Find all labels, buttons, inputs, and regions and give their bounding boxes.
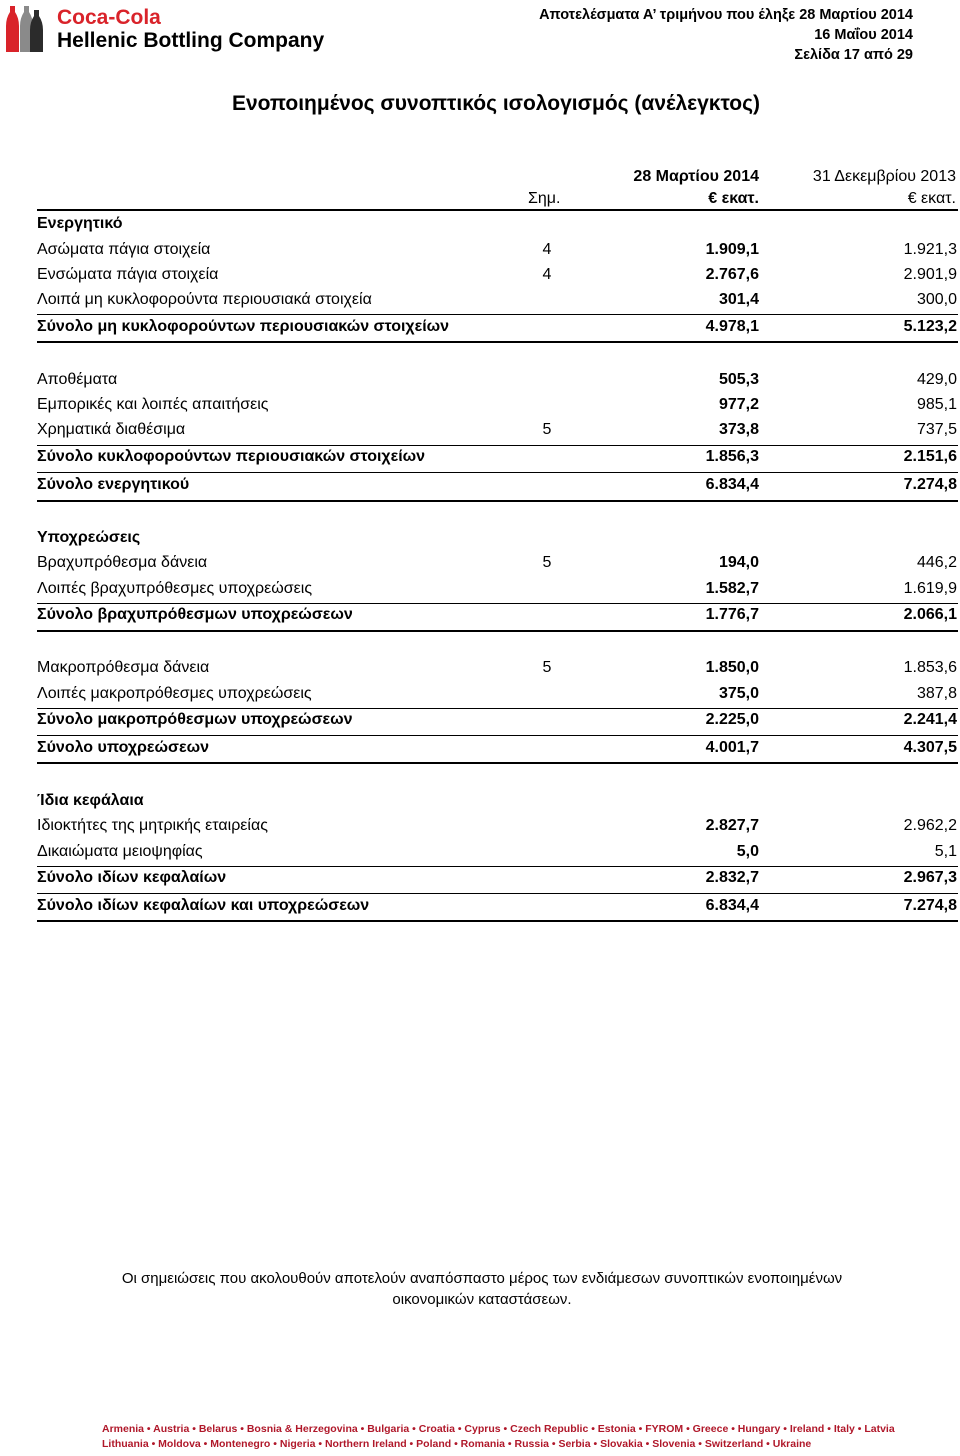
row-note: 5	[542, 421, 552, 438]
table-row-total	[37, 318, 957, 342]
subtotal-rule	[37, 603, 958, 604]
brand-name: Coca-Cola	[57, 6, 161, 29]
total-rule	[37, 630, 958, 632]
row-current-value: 2.225,0	[705, 711, 759, 728]
row-label: Σύνολο υποχρεώσεων	[37, 739, 209, 756]
section-heading-liabilities	[37, 529, 957, 553]
row-label: Αποθέματα	[37, 371, 118, 388]
row-current-value: 4.978,1	[705, 318, 759, 335]
page-title: Ενοποιημένος συνοπτικός ισολογισμός (ανέλεγκτος)	[231, 92, 761, 115]
row-note: 4	[542, 266, 552, 283]
header-rule	[37, 209, 958, 211]
row-prior-value: 387,8	[916, 685, 957, 702]
countries-line-2: Lithuania • Moldova • Montenegro • Nigeria • Northern Ireland • Poland • Romania • Russia • Serbia • Slovakia • Slovenia • Switzerland • Ukraine	[102, 1438, 812, 1450]
row-prior-value: 429,0	[916, 371, 957, 388]
row-current-value: 301,4	[718, 291, 759, 308]
prior-date-header: 31 Δεκεμβρίου 2013	[812, 168, 956, 185]
table-row	[37, 843, 957, 867]
row-current-value: 373,8	[718, 421, 759, 438]
table-row	[37, 241, 957, 265]
row-label: Σύνολο ιδίων κεφαλαίων	[37, 869, 227, 886]
table-row	[37, 817, 957, 841]
row-label: Σύνολο μακροπρόθεσμων υποχρεώσεων	[37, 711, 353, 728]
row-label: Σύνολο μη κυκλοφορούντων περιουσιακών στοιχείων	[37, 318, 450, 335]
row-label: Λοιπές βραχυπρόθεσμες υποχρεώσεις	[37, 580, 313, 597]
row-note: 5	[542, 554, 552, 571]
subtotal-rule	[37, 866, 958, 867]
table-row	[37, 291, 957, 315]
table-row-total	[37, 606, 957, 630]
table-row	[37, 659, 957, 683]
row-label: Σύνολο βραχυπρόθεσμων υποχρεώσεων	[37, 606, 353, 623]
total-rule	[37, 920, 958, 922]
table-row-total	[37, 711, 957, 735]
row-current-value: 375,0	[718, 685, 759, 702]
table-row-total	[37, 448, 957, 472]
section-heading-equity	[37, 792, 957, 816]
current-date-header: 28 Μαρτίου 2014	[633, 168, 759, 185]
brand-subtitle: Hellenic Bottling Company	[57, 29, 325, 52]
row-current-value: 1.850,0	[705, 659, 759, 676]
row-prior-value: 2.066,1	[903, 606, 957, 623]
row-prior-value: 2.241,4	[903, 711, 957, 728]
row-current-value: 5,0	[736, 843, 759, 860]
table-row-total	[37, 869, 957, 893]
row-label: Ιδιοκτήτες της μητρικής εταιρείας	[37, 817, 268, 834]
row-current-value: 1.909,1	[705, 241, 759, 258]
subtotal-rule	[37, 735, 958, 736]
row-prior-value: 446,2	[916, 554, 957, 571]
table-row	[37, 421, 957, 445]
row-prior-value: 2.901,9	[903, 266, 957, 283]
table-row	[37, 685, 957, 709]
row-label: Σύνολο ιδίων κεφαλαίων και υποχρεώσεων	[37, 897, 370, 914]
table-row	[37, 580, 957, 604]
row-prior-value: 4.307,5	[903, 739, 957, 756]
row-current-value: 1.776,7	[705, 606, 759, 623]
row-prior-value: 1.921,3	[903, 241, 957, 258]
row-current-value: 977,2	[718, 396, 759, 413]
footnote	[0, 1268, 960, 1310]
row-label: Ασώματα πάγια στοιχεία	[37, 241, 211, 258]
total-rule	[37, 762, 958, 764]
total-rule	[37, 341, 958, 343]
row-current-value: 6.834,4	[705, 476, 759, 493]
report-date: 16 Μαΐου 2014	[814, 27, 913, 43]
row-label: Σύνολο ενεργητικού	[37, 476, 190, 493]
current-unit-header: € εκατ.	[708, 190, 759, 207]
row-current-value: 2.767,6	[705, 266, 759, 283]
table-row	[37, 396, 957, 420]
row-current-value: 1.582,7	[705, 580, 759, 597]
row-current-value: 194,0	[718, 554, 759, 571]
row-prior-value: 1.853,6	[903, 659, 957, 676]
countries-footer	[102, 1422, 942, 1452]
row-prior-value: 5,1	[934, 843, 957, 860]
row-current-value: 1.856,3	[705, 448, 759, 465]
row-current-value: 2.827,7	[705, 817, 759, 834]
row-prior-value: 7.274,8	[903, 476, 957, 493]
row-current-value: 4.001,7	[705, 739, 759, 756]
row-prior-value: 1.619,9	[903, 580, 957, 597]
row-current-value: 505,3	[718, 371, 759, 388]
row-label: Εμπορικές και λοιπές απαιτήσεις	[37, 396, 269, 413]
row-label: Ενσώματα πάγια στοιχεία	[37, 266, 219, 283]
row-current-value: 6.834,4	[705, 897, 759, 914]
table-row	[37, 371, 957, 395]
row-prior-value: 5.123,2	[903, 318, 957, 335]
row-prior-value: 300,0	[916, 291, 957, 308]
row-label: Βραχυπρόθεσμα δάνεια	[37, 554, 208, 571]
row-prior-value: 7.274,8	[903, 897, 957, 914]
section-heading-assets	[37, 215, 957, 239]
subtotal-rule	[37, 893, 958, 894]
row-label: Λοιπές μακροπρόθεσμες υποχρεώσεις	[37, 685, 312, 702]
page-number: Σελίδα 17 από 29	[794, 47, 913, 63]
subtotal-rule	[37, 314, 958, 315]
footnote-line-2: οικονομικών καταστάσεων.	[392, 1291, 572, 1308]
row-label: Υποχρεώσεις	[37, 529, 141, 546]
table-row	[37, 266, 957, 290]
subtotal-rule	[37, 445, 958, 446]
row-label: Σύνολο κυκλοφορούντων περιουσιακών στοιχείων	[37, 448, 426, 465]
company-logo	[2, 2, 342, 58]
row-note: 4	[542, 241, 552, 258]
footnote-line-1: Οι σημειώσεις που ακολουθούν αποτελούν αναπόσπαστο μέρος των ενδιάμεσων συνοπτικών ενοποιημένων	[121, 1270, 843, 1287]
subtotal-rule	[37, 472, 958, 473]
table-row-grand-total	[37, 739, 957, 763]
row-prior-value: 2.967,3	[903, 869, 957, 886]
table-row	[37, 554, 957, 578]
row-label: Λοιπά μη κυκλοφορούντα περιουσιακά στοιχεία	[37, 291, 372, 308]
table-row-grand-total	[37, 897, 957, 921]
report-header	[539, 5, 913, 65]
row-label: Δικαιώματα μειοψηφίας	[37, 843, 203, 860]
prior-unit-header: € εκατ.	[907, 190, 956, 207]
row-label: Μακροπρόθεσμα δάνεια	[37, 659, 210, 676]
row-label: Ίδια κεφάλαια	[37, 792, 144, 809]
row-prior-value: 737,5	[916, 421, 957, 438]
row-note: 5	[542, 659, 552, 676]
row-prior-value: 985,1	[916, 396, 957, 413]
row-label: Ενεργητικό	[37, 215, 123, 232]
row-prior-value: 2.151,6	[903, 448, 957, 465]
table-row-grand-total	[37, 476, 957, 500]
subtotal-rule	[37, 708, 958, 709]
row-prior-value: 2.962,2	[903, 817, 957, 834]
report-period: Αποτελέσματα Α’ τριμήνου που έληξε 28 Μαρτίου 2014	[539, 7, 913, 23]
total-rule	[37, 500, 958, 502]
bottles-logo-icon	[4, 4, 48, 54]
row-current-value: 2.832,7	[705, 869, 759, 886]
countries-line-1: Armenia • Austria • Belarus • Bosnia & Herzegovina • Bulgaria • Croatia • Cyprus • Czech Republic • Estonia • FYROM • Greece • Hungary • Ireland • Italy • Latvia	[102, 1423, 895, 1435]
row-label: Χρηματικά διαθέσιμα	[37, 421, 186, 438]
note-column-header: Σημ.	[528, 190, 561, 207]
